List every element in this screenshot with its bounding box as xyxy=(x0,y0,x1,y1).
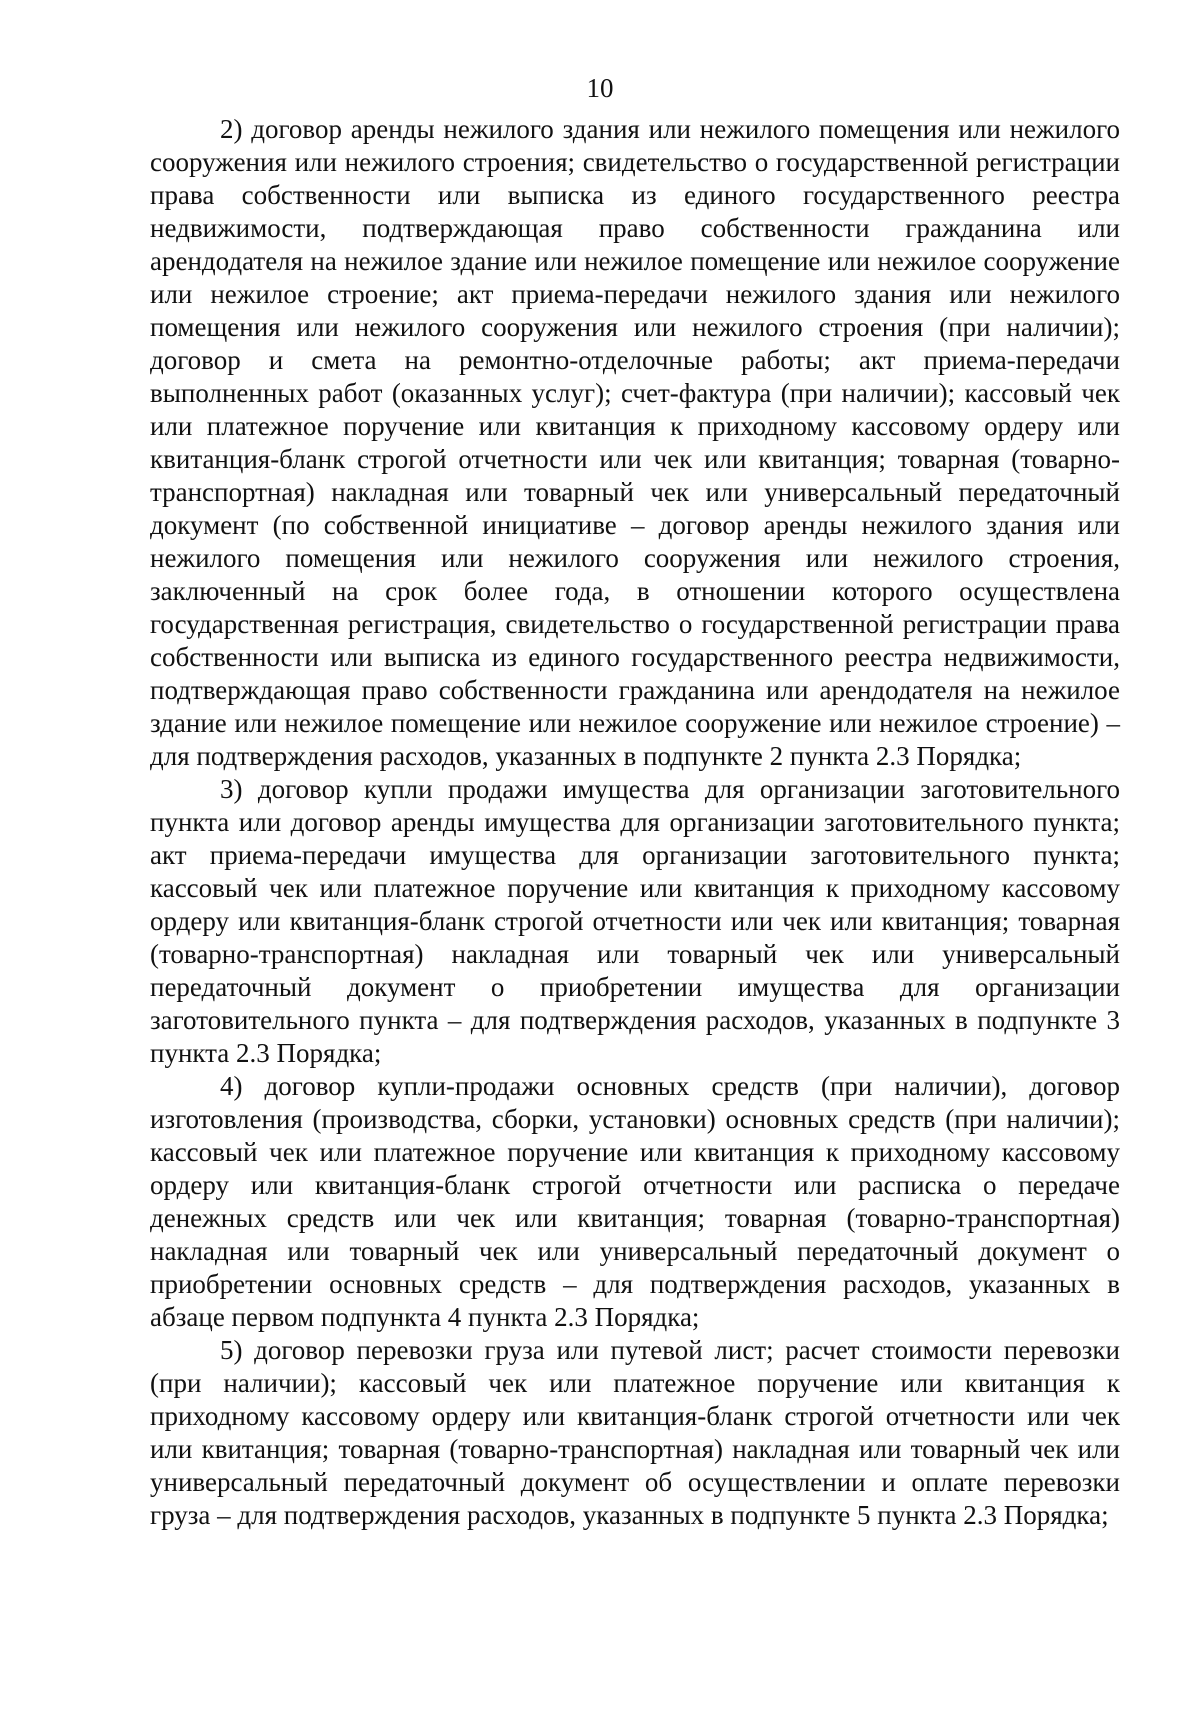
document-body xyxy=(150,113,1120,1532)
paragraph-item-4: 4) договор купли-продажи основных средств (при наличии), договор изготовления (производства, сборки, установки) основных средств (при наличии); кассовый чек или платежное поручение или квитанция к приходному кассовому ордеру или квитанция-бланк строгой отчетности или расписка о передаче денежных средств или чек или квитанция; товарная (товарно-транспортная) накладная или товарный чек или универсальный передаточный документ о приобретении основных средств – для подтверждения расходов, указанных в абзаце первом подпункта 4 пункта 2.3 Порядка; xyxy=(150,1071,1120,1332)
paragraph-item-5: 5) договор перевозки груза или путевой лист; расчет стоимости перевозки (при наличии); кассовый чек или платежное поручение или квитанция к приходному кассовому ордеру или квитанция-бланк строгой отчетности или чек или квитанция; товарная (товарно-транспортная) накладная или товарный чек или универсальный передаточный документ об осуществлении и оплате перевозки груза – для подтверждения расходов, указанных в подпункте 5 пункта 2.3 Порядка; xyxy=(150,1335,1120,1530)
page-number: 10 xyxy=(586,73,614,103)
paragraph-item-2: 2) договор аренды нежилого здания или нежилого помещения или нежилого сооружения или нежилого строения; свидетельство о государственной регистрации права собственности или выписка из единого государственного реестра недвижимости, подтверждающая право собственности гражданина или арендодателя на нежилое здание или нежилое помещение или нежилое сооружение или нежилое строение; акт приема-передачи нежилого здания или нежилого помещения или нежилого сооружения или нежилого строения (при наличии); договор и смета на ремонтно-отделочные работы; акт приема-передачи выполненных работ (оказанных услуг); счет-фактура (при наличии); кассовый чек или платежное поручение или квитанция к приходному кассовому ордеру или квитанция-бланк строгой отчетности или чек или квитанция; товарная (товарно-транспортная) накладная или товарный чек или универсальный передаточный документ (по собственной инициативе – договор аренды нежилого здания или нежилого помещения или нежилого сооружения или нежилого строения, заключенный на срок более года, в отношении которого осуществлена государственная регистрация, свидетельство о государственной регистрации права собственности или выписка из единого государственного реестра недвижимости, подтверждающая право собственности гражданина или арендодателя на нежилое здание или нежилое помещение или нежилое сооружение или нежилое строение) – для подтверждения расходов, указанных в подпункте 2 пункта 2.3 Порядка; xyxy=(150,114,1120,771)
paragraph-item-3: 3) договор купли продажи имущества для организации заготовительного пункта или договор аренды имущества для организации заготовительного пункта; акт приема-передачи имущества для организации заготовительного пункта; кассовый чек или платежное поручение или квитанция к приходному кассовому ордеру или квитанция-бланк строгой отчетности или чек или квитанция; товарная (товарно-транспортная) накладная или товарный чек или универсальный передаточный документ о приобретении имущества для организации заготовительного пункта – для подтверждения расходов, указанных в подпункте 3 пункта 2.3 Порядка; xyxy=(150,774,1120,1068)
